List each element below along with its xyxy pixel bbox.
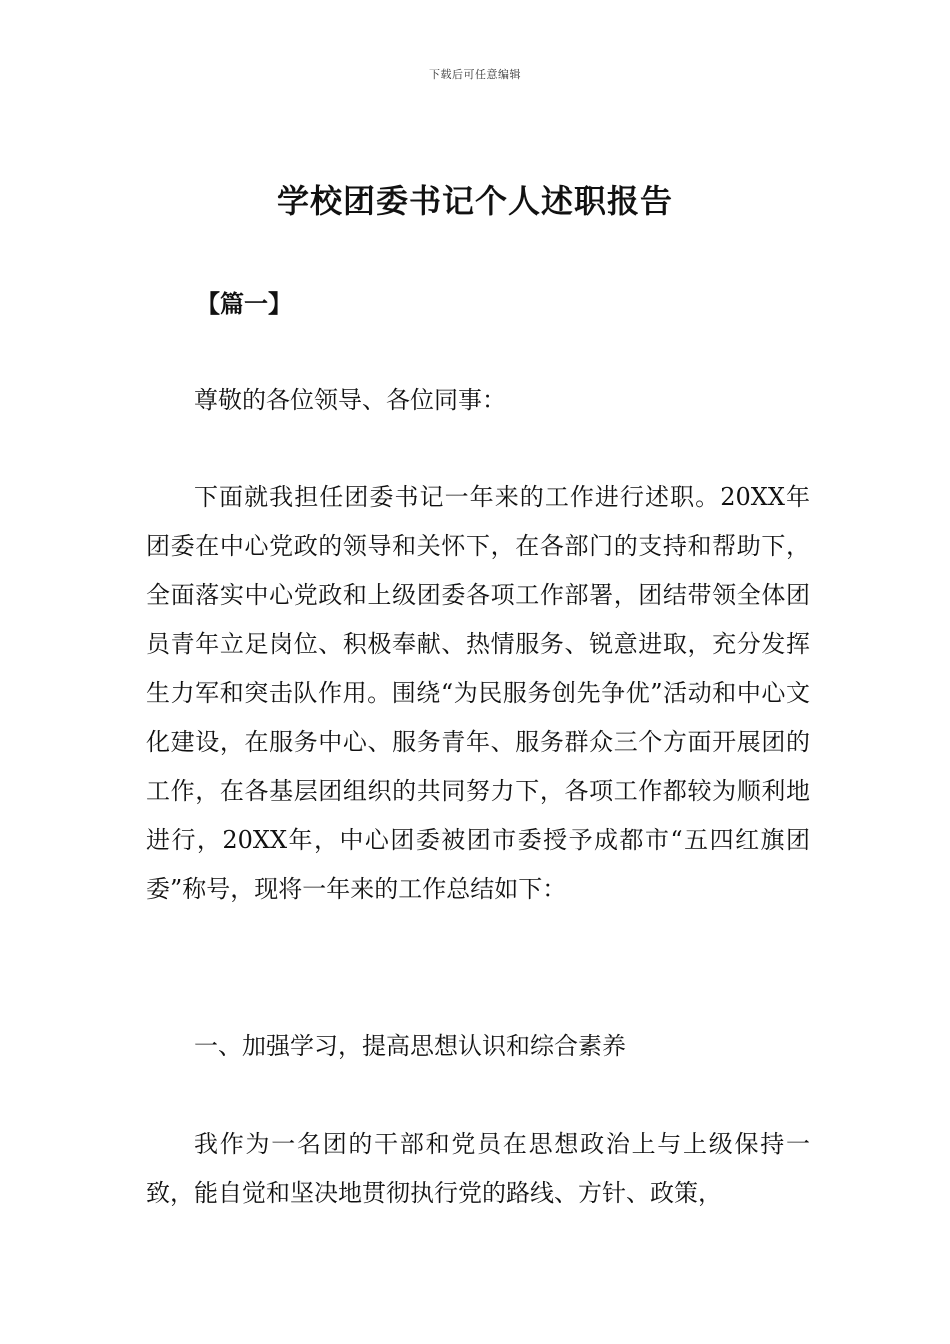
header-note: 下载后可任意编辑	[429, 68, 521, 81]
body-paragraph-1: 下面就我担任团委书记一年来的工作进行述职。20XX年团委在中心党政的领导和关怀下，在各部门的支持和帮助下，全面落实中心党政和上级团委各项工作部署，团结带领全体团员青年立足岗位、积极奉献、热情服务、锐意进取，充分发挥生力军和突击队作用。围绕“为民服务创先争优”活动和中心文化建设，在服务中心、服务青年、服务群众三个方面开展团的工作，在各基层团组织的共同努力下，各项工作都较为顺利地进行，20XX年，中心团委被团市委授予成都市“五四红旗团委”称号，现将一年来的工作总结如下：	[146, 483, 810, 903]
document-title: 学校团委书记个人述职报告	[276, 182, 673, 220]
greeting-line: 尊敬的各位领导、各位同事：	[194, 386, 506, 414]
section-tag: 【篇一】	[196, 289, 292, 318]
body-paragraph-2: 我作为一名团的干部和党员在思想政治上与上级保持一致，能自觉和坚决地贯彻执行党的路线、方针、政策，	[146, 1130, 810, 1207]
section-heading-1: 一、加强学习，提高思想认识和综合素养	[194, 1032, 626, 1060]
